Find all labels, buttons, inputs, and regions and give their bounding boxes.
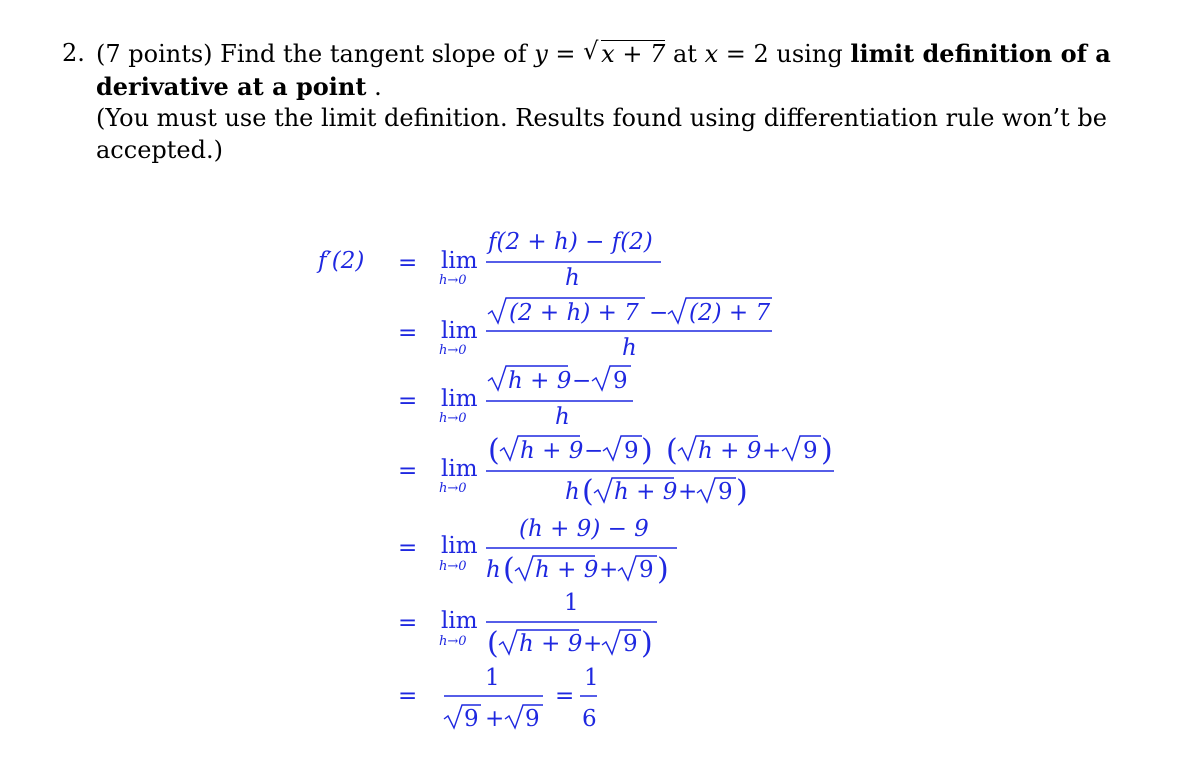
equals-5: = xyxy=(398,535,418,561)
y-variable: y xyxy=(534,40,548,68)
note-line-1: (You must use the limit definition. Results found using differentiation rule won’t be xyxy=(96,104,1107,132)
equals-8: = xyxy=(555,683,575,709)
step4-plus: + xyxy=(762,438,782,464)
lim-4: lim xyxy=(441,456,478,482)
lim-sub-1: h→0 xyxy=(439,273,467,288)
equals-3: = xyxy=(398,388,418,414)
lim-sub-4: h→0 xyxy=(439,481,467,496)
at-word: at xyxy=(672,40,697,68)
step2-minus: − xyxy=(649,300,669,326)
problem-points: (7 points) xyxy=(96,40,213,68)
lim-1: lim xyxy=(441,248,478,274)
step5-denominator-plus: + xyxy=(599,557,619,583)
bold-phrase-1: limit definition of a xyxy=(850,39,1111,68)
paren-close: ) xyxy=(821,433,833,468)
radicand: x + 7 xyxy=(601,40,666,68)
using-word: using xyxy=(776,40,843,68)
equals-6: = xyxy=(398,610,418,636)
final-numerator: 1 xyxy=(584,665,599,691)
step4-denominator-rad-b: 9 xyxy=(718,479,733,505)
equals-sign: = xyxy=(555,40,576,68)
step2-denominator: h xyxy=(622,335,637,361)
step4-radicand-c: h + 9 xyxy=(698,438,762,464)
step3-denominator: h xyxy=(555,404,570,430)
step7-numerator: 1 xyxy=(485,665,500,691)
paren-open: ( xyxy=(666,433,678,468)
step4-radicand-d: 9 xyxy=(803,438,818,464)
step7-denominator-rad-b: 9 xyxy=(525,706,540,732)
paren-close: ) xyxy=(641,433,653,468)
lim-sub-3: h→0 xyxy=(439,411,467,426)
problem-text: Find the tangent slope of xyxy=(220,40,527,68)
paren-close: ) xyxy=(657,552,669,587)
paren-open: ( xyxy=(488,433,500,468)
x-variable: x xyxy=(704,40,719,68)
equals-4: = xyxy=(398,458,418,484)
step4-denominator-h: h xyxy=(565,479,580,505)
bold-phrase-2: derivative at a point xyxy=(96,71,367,101)
step6-numerator: 1 xyxy=(564,590,579,616)
step1-numerator: f(2 + h) − f(2) xyxy=(488,229,653,255)
x-value: = 2 xyxy=(725,40,769,68)
step2-radicand-b: (2) + 7 xyxy=(689,300,771,326)
lim-3: lim xyxy=(441,386,478,412)
step4-minus: − xyxy=(584,438,604,464)
step7-denominator-plus: + xyxy=(485,706,505,732)
paren-open: ( xyxy=(582,474,594,509)
step7-denominator-rad-a: 9 xyxy=(464,706,479,732)
step4-radicand-a: h + 9 xyxy=(520,438,584,464)
step6-denominator-rad-b: 9 xyxy=(623,631,638,657)
period: . xyxy=(374,72,382,101)
step4-denominator-plus: + xyxy=(678,479,698,505)
step3-minus: − xyxy=(572,368,592,394)
final-denominator: 6 xyxy=(582,706,597,732)
step6-denominator-plus: + xyxy=(583,631,603,657)
lim-sub-2: h→0 xyxy=(439,343,467,358)
step4-denominator-rad-a: h + 9 xyxy=(614,479,678,505)
note-line-2: accepted.) xyxy=(96,135,223,164)
lim-sub-5: h→0 xyxy=(439,559,467,574)
lim-sub-6: h→0 xyxy=(439,634,467,649)
equals-7: = xyxy=(398,683,418,709)
radical-icon: √ xyxy=(583,37,599,65)
paren-close: ) xyxy=(736,474,748,509)
step4-radicand-b: 9 xyxy=(624,438,639,464)
lim-5: lim xyxy=(441,533,478,559)
paren-open: ( xyxy=(487,626,499,661)
step5-denominator-h: h xyxy=(486,557,501,583)
step1-denominator: h xyxy=(565,265,580,291)
step5-denominator-rad-a: h + 9 xyxy=(535,557,599,583)
step5-denominator-rad-b: 9 xyxy=(639,557,654,583)
step3-radicand-a: h + 9 xyxy=(508,368,572,394)
step2-radicand-a: (2 + h) + 7 xyxy=(509,300,639,326)
lim-6: lim xyxy=(441,608,478,634)
equals-2: = xyxy=(398,320,418,346)
step6-denominator-rad-a: h + 9 xyxy=(519,631,583,657)
problem-number: 2. xyxy=(62,39,85,67)
paren-close: ) xyxy=(641,626,653,661)
equals-1: = xyxy=(398,250,418,276)
lhs-f-prime-2: f′(2) xyxy=(318,248,365,274)
lim-2: lim xyxy=(441,318,478,344)
step3-radicand-b: 9 xyxy=(613,368,628,394)
paren-open: ( xyxy=(503,552,515,587)
step5-numerator: (h + 9) − 9 xyxy=(519,516,649,542)
